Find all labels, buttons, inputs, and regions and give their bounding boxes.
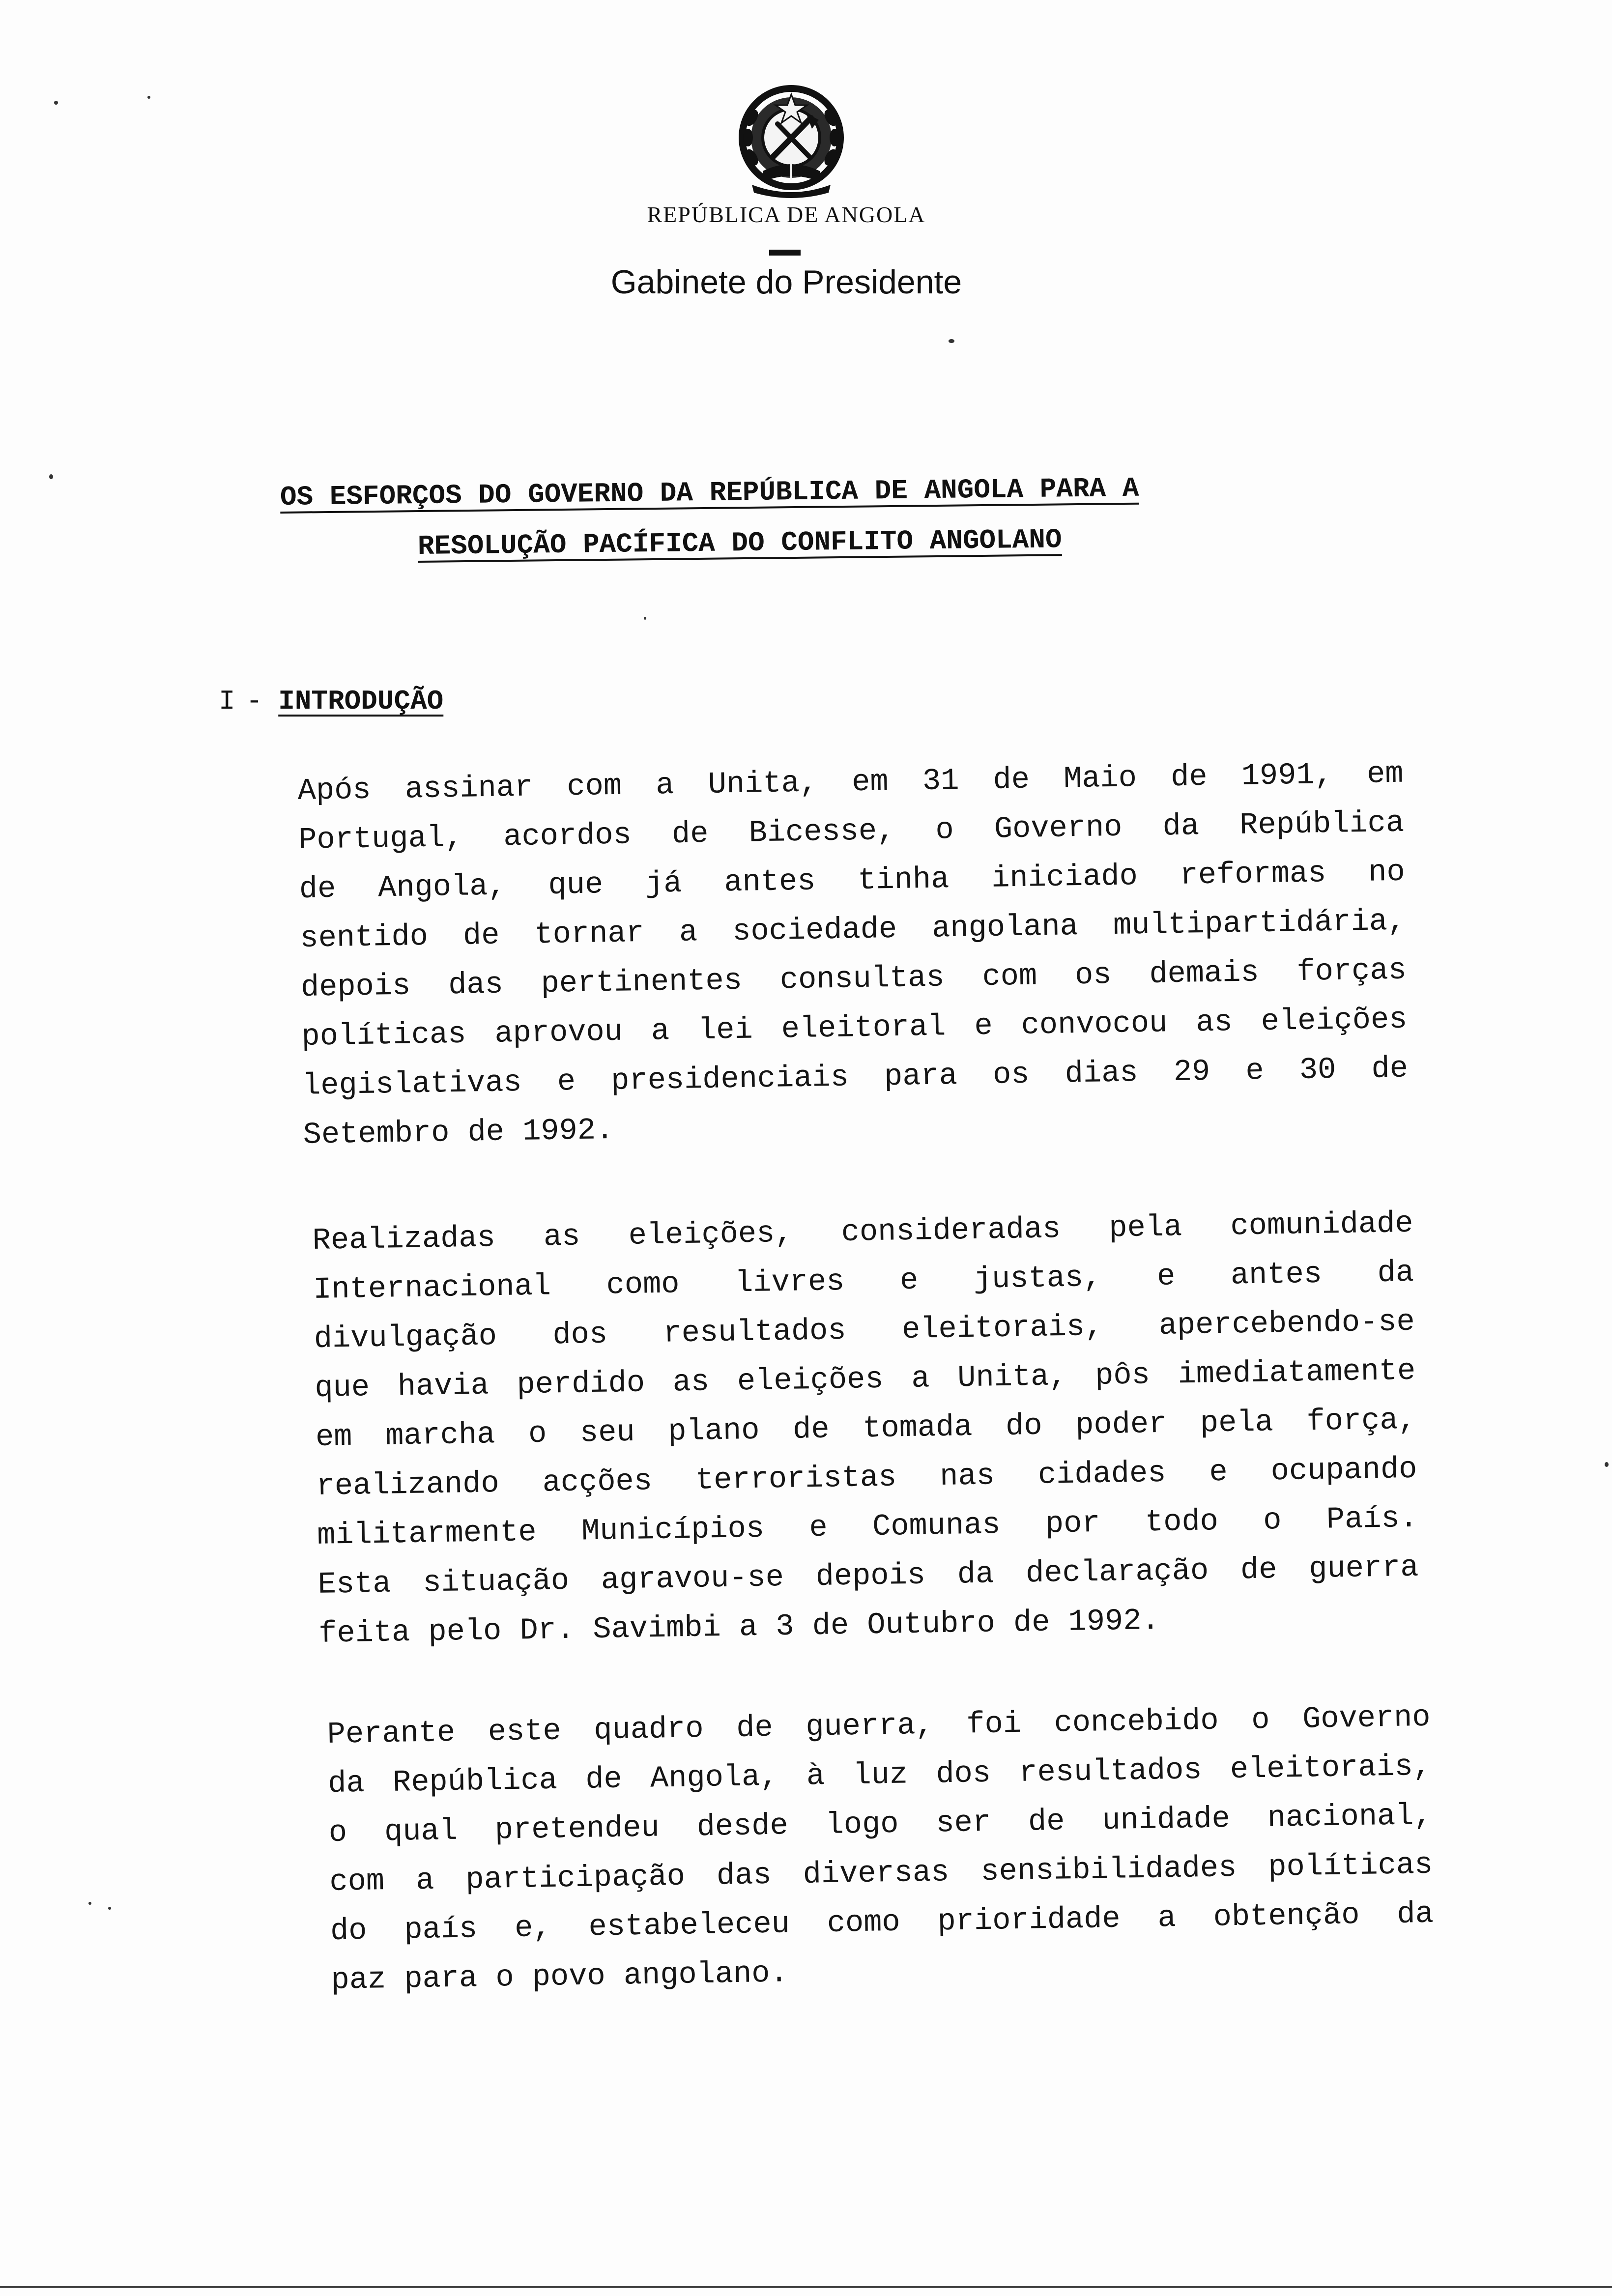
section-heading [219, 686, 443, 717]
scan-speck [108, 1907, 111, 1910]
paragraph-line: Internacional como livres e justas, e antes da [313, 1255, 1414, 1307]
office-name: Gabinete do Presidente [610, 263, 962, 301]
scan-speck [644, 617, 646, 620]
paragraph-line: Portugal, acordos de Bicesse, o Governo da República [298, 805, 1405, 858]
paragraph-line: Perante este quadro de guerra, foi concebido o Governo [327, 1699, 1431, 1752]
letterhead-divider [769, 250, 801, 256]
paragraph-line: paz para o povo angolano. [331, 1955, 789, 1998]
paragraph-line: divulgação dos resultados eleitorais, apercebendo-se [314, 1304, 1415, 1356]
paragraph-line: militarmente Municípios e Comunas por todo o País. [317, 1500, 1418, 1553]
paragraph-line: que havia perdido as eleições a Unita, pôs imediatamente [314, 1353, 1416, 1406]
paragraph-line: da República de Angola, à luz dos resultados eleitorais, [327, 1749, 1432, 1801]
paragraph-line: feita pelo Dr. Savimbi a 3 de Outubro de 1992. [318, 1603, 1160, 1651]
paragraph-1 [297, 749, 1409, 1160]
paragraph-line: políticas aprovou a lei eleitoral e convocou as eleições [301, 1002, 1408, 1054]
paragraph-line: realizando acções terroristas nas cidades e ocupando [316, 1451, 1417, 1504]
republic-name: REPÚBLICA DE ANGOLA [647, 202, 926, 227]
paragraph-line: Esta situação agravou-se depois da declaração de guerra [317, 1550, 1419, 1602]
paragraph-line: do país e, estabeleceu como prioridade a obtenção da [330, 1896, 1434, 1949]
section-number: I [219, 686, 235, 717]
page-bottom-edge [0, 2286, 1612, 2288]
paragraph-line: Após assinar com a Unita, em 31 de Maio de 1991, em [297, 756, 1404, 808]
document-title-line-1: OS ESFORÇOS DO GOVERNO DA REPÚBLICA DE ANGOLA PARA A [280, 472, 1139, 513]
paragraph-line: em marcha o seu plano de tomada do poder pela força, [315, 1402, 1417, 1455]
paragraph-line: de Angola, que já antes tinha iniciado reformas no [299, 854, 1406, 907]
scan-speck [147, 96, 150, 99]
scan-speck [54, 101, 58, 105]
section-separator: - [246, 686, 263, 717]
paragraph-2 [312, 1199, 1420, 1659]
paragraph-line: com a participação das diversas sensibilidades políticas [329, 1847, 1433, 1899]
document-title-line-2: RESOLUÇÃO PACÍFICA DO CONFLITO ANGOLANO [417, 524, 1062, 562]
scan-speck [88, 1902, 91, 1905]
paragraph-3 [327, 1693, 1435, 2005]
paragraph-line: legislativas e presidenciais para os dias 29 e 30 de [302, 1051, 1409, 1103]
scan-speck [49, 474, 53, 479]
paragraph-line: Setembro de 1992. [303, 1112, 614, 1152]
paragraph-line: Realizadas as eleições, consideradas pela comunidade [312, 1205, 1414, 1258]
paragraph-line: depois das pertinentes consultas com os demais forças [300, 952, 1407, 1005]
scan-speck [1605, 1462, 1609, 1467]
angola-coat-of-arms-icon [737, 84, 845, 201]
paragraph-line: sentido de tornar a sociedade angolana multipartidária, [299, 903, 1406, 956]
paragraph-line: o qual pretendeu desde logo ser de unidade nacional, [328, 1798, 1433, 1850]
scan-speck [949, 339, 954, 343]
section-title: INTRODUÇÃO [278, 686, 444, 717]
